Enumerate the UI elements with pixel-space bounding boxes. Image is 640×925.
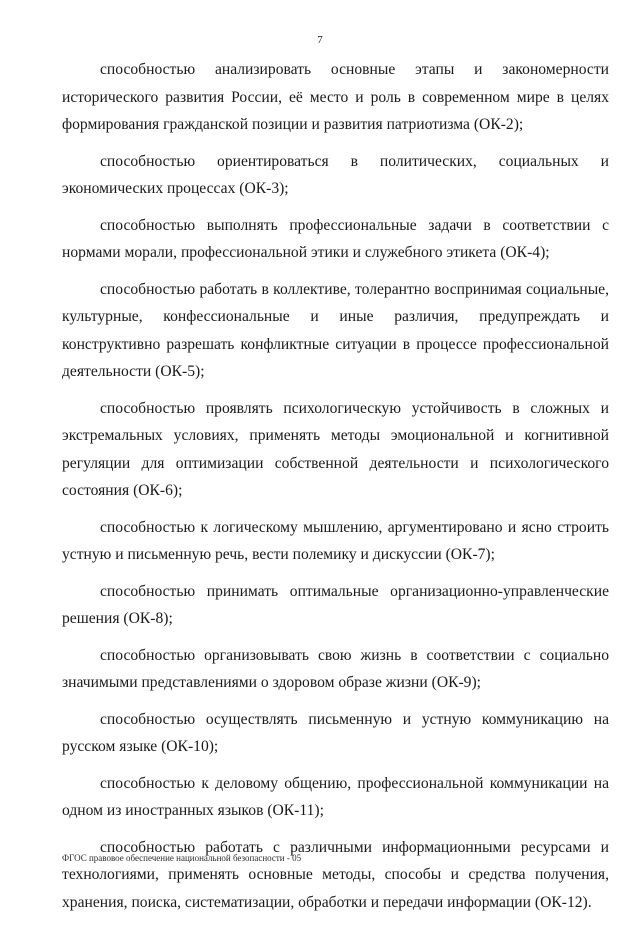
document-footer: ФГОС правовое обеспечение национальной безопасности - 05 [62, 853, 302, 863]
paragraph-ok-3: способностью ориентироваться в политических, социальных и экономических процессах (ОК-3); [62, 152, 609, 197]
paragraph-ok-7: способностью к логическому мышлению, аргументировано и ясно строить устную и письменную речь, вести полемику и дискуссии (ОК-7); [62, 518, 609, 563]
paragraph-ok-6: способностью проявлять психологическую устойчивость в сложных и экстремальных условиях, применять методы эмоциональной и когнитивной регуляции для оптимизации собственной деятельности и психологического состояния (ОК-6); [62, 399, 609, 499]
page-number: 7 [317, 34, 323, 46]
paragraph-ok-5: способностью работать в коллективе, толерантно воспринимая социальные, культурные, конфессиональные и иные различия, предупреждать и конструктивно разрешать конфликтные ситуации в процессе профессиональной деятельности (ОК-5); [62, 280, 609, 380]
paragraph-ok-11: способностью к деловому общению, профессиональной коммуникации на одном из иностранных языков (ОК-11); [62, 774, 609, 819]
paragraph-ok-8: способностью принимать оптимальные организационно-управленческие решения (ОК-8); [62, 582, 609, 627]
paragraph-ok-4: способностью выполнять профессиональные задачи в соответствии с нормами морали, профессиональной этики и служебного этикета (ОК-4); [62, 216, 609, 261]
paragraph-ok-12: способностью работать с различными информационными ресурсами и технологиями, применять основные методы, способы и средства получения, хранения, поиска, систематизации, обработки и передачи информации (ОК-12). [62, 838, 609, 911]
paragraph-ok-10: способностью осуществлять письменную и устную коммуникацию на русском языке (ОК-10); [62, 710, 609, 755]
document-body [62, 56, 609, 925]
paragraph-ok-2: способностью анализировать основные этапы и закономерности исторического развития России, её место и роль в современном мире в целях формирования гражданской позиции и развития патриотизма (ОК-2); [62, 61, 609, 133]
paragraph-ok-9: способностью организовывать свою жизнь в соответствии с социально значимыми представлениями о здоровом образе жизни (ОК-9); [62, 646, 609, 691]
